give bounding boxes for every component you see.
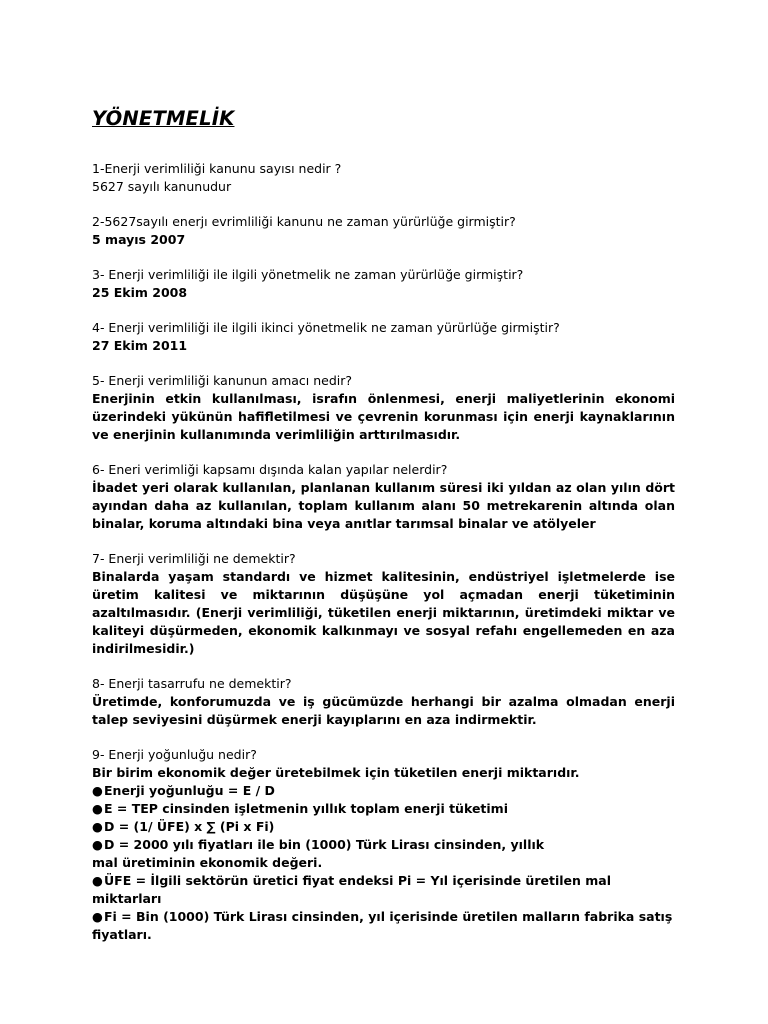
question-8: 8- Enerji tasarrufu ne demektir?	[92, 676, 292, 691]
qa-item-1	[92, 160, 675, 196]
bullet-item: ●D = 2000 yılı fiyatları ile bin (1000) Türk Lirası cinsinden, yıllık	[92, 837, 545, 852]
answer-4: 27 Ekim 2011	[92, 338, 188, 353]
bullet-item: ●D = (1/ ÜFE) x ∑ (Pi x Fi)	[92, 819, 275, 834]
bullet-icon: ●	[92, 909, 103, 924]
qa-item-5	[92, 372, 675, 444]
question-1: 1-Enerji verimliliği kanunu sayısı nedir ?	[92, 161, 342, 176]
document-page	[92, 106, 675, 944]
answer-7: Binalarda yaşam standardı ve hizmet kalitesinin, endüstriyel işletmelerde ise üretim kalitesi ve miktarının düşüşüne yol açmadan enerji tüketiminin azaltılmasıdır. (Enerji verimliliği, tüketilen enerji miktarının, üretimdeki miktar ve kaliteyi düşürmeden, ekonomik kalkınmayı ve sosyal refahı engellemeden en aza indirilmesidir.)	[92, 569, 675, 656]
bullet-icon: ●	[92, 801, 103, 816]
question-6: 6- Eneri verimliği kapsamı dışında kalan yapılar nelerdir?	[92, 462, 448, 477]
formula-bullet-list	[92, 782, 675, 944]
bullet-item: ●E = TEP cinsinden işletmenin yıllık toplam enerji tüketimi	[92, 801, 508, 816]
bullet-icon: ●	[92, 873, 103, 888]
bullet-icon: ●	[92, 837, 103, 852]
answer-1: 5627 sayılı kanunudur	[92, 179, 232, 194]
qa-item-9	[92, 746, 675, 944]
qa-item-6	[92, 461, 675, 533]
qa-item-7	[92, 550, 675, 658]
answer-5: Enerjinin etkin kullanılması, israfın önlenmesi, enerji maliyetlerinin ekonomi üzerindeki yükünün hafifletilmesi ve çevrenin korunması için enerji kaynaklarının ve enerjinin kullanımında verimliliğin arttırılmasıdır.	[92, 391, 675, 442]
qa-item-3	[92, 266, 675, 302]
bullet-item: ●Enerji yoğunluğu = E / D	[92, 783, 275, 798]
bullet-item: ●ÜFE = İlgili sektörün üretici fiyat endeksi Pi = Yıl içerisinde üretilen mal miktarları	[92, 873, 611, 906]
question-3: 3- Enerji verimliliği ile ilgili yönetmelik ne zaman yürürlüğe girmiştir?	[92, 267, 524, 282]
qa-item-8	[92, 675, 675, 729]
bullet-icon: ●	[92, 819, 103, 834]
answer-3: 25 Ekim 2008	[92, 285, 188, 300]
question-2: 2-5627sayılı enerjı evrimliliği kanunu ne zaman yürürlüğe girmiştir?	[92, 214, 516, 229]
document-title: YÖNETMELİK	[92, 107, 235, 130]
answer-8: Üretimde, konforumuzda ve iş gücümüzde herhangi bir azalma olmadan enerji talep seviyesini düşürmek enerji kayıplarını en aza indirmektir.	[92, 694, 675, 727]
qa-item-4	[92, 319, 675, 355]
question-9: 9- Enerji yoğunluğu nedir?	[92, 747, 257, 762]
answer-6: İbadet yeri olarak kullanılan, planlanan kullanım süresi iki yıldan az olan yılın dört ayından daha az kullanılan, toplam kullanım alanı 50 metrekarenin altında olan binalar, koruma altındaki bina veya anıtlar tarımsal binalar ve atölyeler	[92, 480, 675, 531]
qa-item-2	[92, 213, 675, 249]
bullet-item: ●Fi = Bin (1000) Türk Lirası cinsinden, yıl içerisinde üretilen malların fabrika satış fiyatları.	[92, 909, 673, 942]
bullet-continuation: mal üretiminin ekonomik değeri.	[92, 855, 323, 870]
question-4: 4- Enerji verimliliği ile ilgili ikinci yönetmelik ne zaman yürürlüğe girmiştir?	[92, 320, 560, 335]
question-5: 5- Enerji verimliliği kanunun amacı nedir?	[92, 373, 353, 388]
question-7: 7- Enerji verimliliği ne demektir?	[92, 551, 296, 566]
answer-9: Bir birim ekonomik değer üretebilmek için tüketilen enerji miktarıdır.	[92, 765, 580, 780]
answer-2: 5 mayıs 2007	[92, 232, 186, 247]
bullet-icon: ●	[92, 783, 103, 798]
